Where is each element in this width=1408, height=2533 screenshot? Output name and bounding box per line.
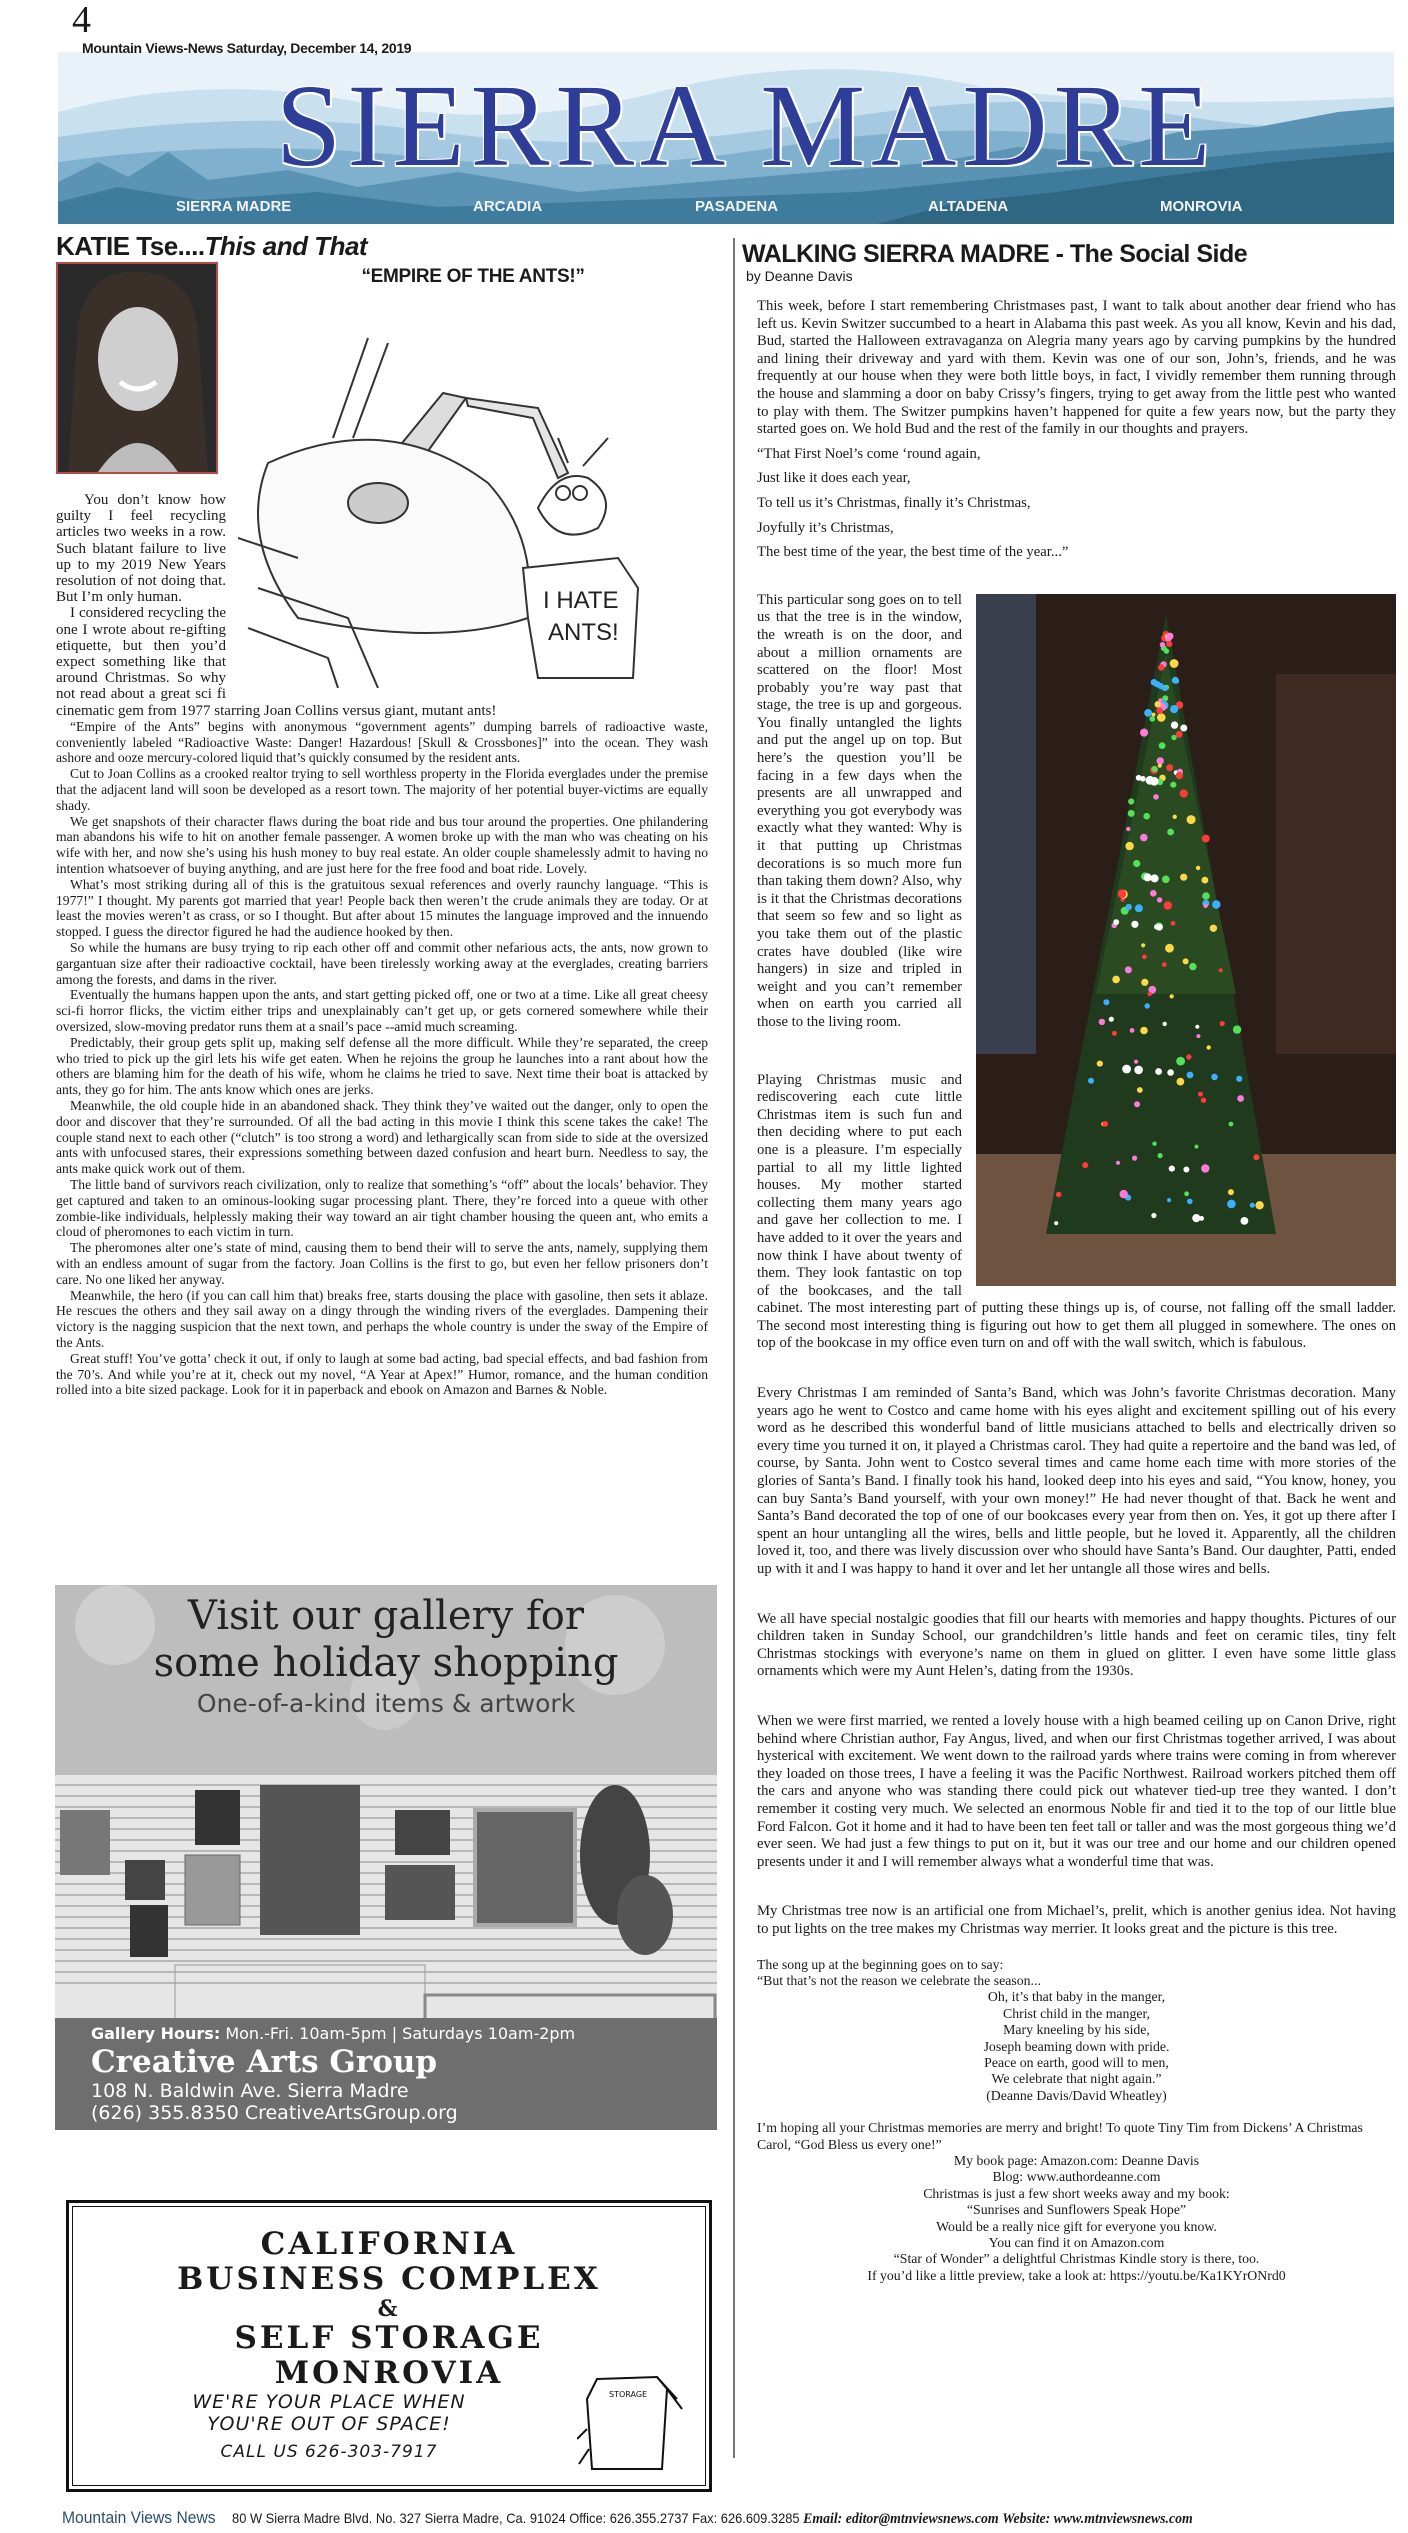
katie-tse-column: [56, 230, 708, 1565]
tree-light: [1167, 1198, 1171, 1202]
article-paragraph: We get snapshots of their character flaws during the boat ride and bus tour around the properties. One philandering man abandons his wife to hit on another female passenger. A women broke up with the man who was cheating on his wife with her, and now she’s using his hush money to buy real estate. An older couple shamelessly admit to having no intention whatsoever of buying anything, and are just here for the free food and boat ride. Lovely.: [56, 813, 708, 877]
city-label: PASADENA: [695, 198, 779, 215]
tree-light: [1125, 966, 1132, 973]
verse-line: Just like it does each year,: [757, 470, 911, 487]
tree-light: [1152, 766, 1158, 772]
song-intro-line: “But that’s not the reason we celebrate the season...: [757, 1972, 1041, 1988]
tree-light: [1118, 889, 1127, 898]
article-paragraph: Every Christmas I am reminded of Santa’s Band, which was John’s favorite Christmas decoration. Many years ago he went to Costco and came home with his eyes alight and excitement spilling out of his every word as he described this wonderful band of little musicians attached to bells and electrically driven so every time you turned it on, it played a Christmas carol. They had quite a repertoire and the band was led, of course, by Santa. John went to Costco several times and came home each time with more stories of the glories of Santa’s Band. I finally took his hand, looked deep into his eyes and said, “You know, honey, you can buy Santa’s Band yourself, with your own money!” He had never thought of that. Back he went and Santa’s Band decorated the top of one of our bookcases every year from then on. Yes, it got up there after I spent an hour untangling all the wires, bells and little people, but he loved it. Apparently, all the children loved it, too, and there was lively discussion over who should have Santa’s Band. Our daughter, Patti, ended up with it and I was happy to hand it over and let her untangle all those wires and bells.: [757, 1385, 1396, 1577]
promo-line: My book page: Amazon.com: Deanne Davis: [953, 2152, 1200, 2168]
tree-light: [1198, 1091, 1203, 1096]
tree-light: [1112, 975, 1120, 983]
tree-light: [1237, 1095, 1244, 1102]
promo-line: “Sunrises and Sunflowers Speak Hope”: [966, 2202, 1187, 2218]
shirt-text-line1: I HATE: [543, 587, 619, 614]
author-photo: [56, 262, 218, 474]
song-intro-line: The song up at the beginning goes on to say:: [757, 1956, 1004, 1972]
tree-light: [1176, 772, 1183, 779]
tree-light: [1137, 1087, 1143, 1093]
tree-light: [1150, 890, 1157, 897]
column-title-subtitle: This and That: [204, 231, 368, 261]
tree-light: [1144, 709, 1152, 717]
tree-light: [1054, 1221, 1058, 1225]
tree-light: [1130, 1028, 1135, 1033]
tree-light: [1186, 1054, 1191, 1059]
article-title: WALKING SIERRA MADRE - The Social Side: [742, 240, 1248, 268]
headline-line: some holiday shopping: [153, 1640, 619, 1686]
tree-light: [1187, 815, 1196, 824]
tree-light: [1166, 632, 1173, 639]
tree-light: [1150, 716, 1156, 722]
promo-line: You can find it on Amazon.com: [988, 2235, 1165, 2250]
tree-light: [1151, 874, 1159, 882]
tree-light: [1148, 992, 1152, 996]
tree-light: [1131, 920, 1138, 927]
tree-light: [1125, 842, 1133, 850]
gallery-subhead: One-of-a-kind items & artwork: [196, 1689, 576, 1718]
tree-light: [1203, 903, 1208, 908]
tree-light: [1156, 924, 1163, 931]
tree-light: [1180, 873, 1187, 880]
article-paragraph: “Empire of the Ants” begins with anonymous “government agents” dumping barrels of radioactive waste, conveniently labeled “Radioactive Waste: Danger! Hazardous! [Skull & Crossbones]” into the ocean. They wash ashore and ooze mercury-colored liquid that’s quickly consumed by the resident ants.: [56, 718, 708, 766]
article-paragraph: My Christmas tree now is an artificial one from Michael’s, prelit, which is another genius idea. Not having to put lights on the tree makes my Christmas way merrier. It looks great and the picture is this tree.: [757, 1903, 1396, 1937]
tree-light: [1152, 712, 1156, 716]
lyric-line: Mary kneeling by his side,: [1003, 2022, 1150, 2038]
storage-line: BUSINESS COMPLEX: [177, 2261, 601, 2297]
tree-light: [1152, 1141, 1156, 1145]
storage-box-icon: [577, 2369, 687, 2479]
tree-light: [1164, 648, 1169, 653]
gallery-contact: (626) 355.8350 CreativeArtsGroup.org: [91, 2102, 458, 2124]
tree-light: [1180, 789, 1188, 797]
tree-light: [1134, 1059, 1138, 1063]
shirt-text-line2: ANTS!: [548, 619, 619, 646]
gallery-headline: [55, 1593, 717, 1687]
tree-light: [1158, 664, 1164, 670]
page-footer: [62, 2508, 1193, 2528]
tree-light: [1255, 1201, 1263, 1209]
tree-light: [1201, 1097, 1206, 1102]
tree-light: [1151, 1213, 1156, 1218]
storage-tagline: YOU'RE OUT OF SPACE!: [207, 2413, 451, 2435]
tree-light: [1135, 904, 1143, 912]
article-paragraph: This particular song goes on to tell us that the tree is in the window, the wreath is on the door, and about a million ornaments are scattered on the floor! Most probably you’re way past that stage, the tree is up and gorgeous. You finally untangled the lights and put the angel up on top. But here’s the question you’ll be facing in a few days when the presents are all unwrapped and everything you got everybody was exactly what they wanted: Why is it that putting up Christmas decorations is so much more fun than taking them down? Also, why is it that the Christmas decorations that seem so few and so light as you take them out of the plastic crates have doubled (like wire hangers) in size and tripled in weight and you can’t remember when on earth you carried all those to the living room.: [757, 591, 962, 1030]
tree-light: [1169, 1165, 1175, 1171]
storage-advertisement: [66, 2200, 712, 2492]
tree-light: [1177, 1077, 1185, 1085]
tree-light: [1202, 892, 1210, 900]
tree-light: [1157, 897, 1162, 902]
article-paragraph: I considered recycling the one I wrote about re-gifting etiquette, but then you’d expect something like that around Christmas. So why not read about a great sci fi cinematic gem from 1977 starring Joan Collins versus giant, mutant ants!: [56, 605, 497, 719]
tree-light: [1196, 865, 1200, 869]
city-label: ARCADIA: [473, 198, 543, 215]
tree-light: [1088, 1077, 1094, 1083]
masthead-title: SIERRA MADRE: [275, 60, 1217, 191]
masthead-banner: [58, 52, 1394, 224]
tree-light: [1183, 958, 1189, 964]
ant-illustration: [238, 262, 708, 694]
article-paragraph: Eventually the humans happen upon the ants, and start getting picked off, one or two at a time. Like all great cheesy sci-fi horror flicks, the victim either trips and unexplainably can’t get up, or gets cornered somewhere while their oversized, slow-moving predator runs them at a snail’s pace --amid much screaming.: [56, 987, 708, 1034]
verse-line: To tell us it’s Christmas, finally it’s Christmas,: [757, 494, 1031, 511]
tree-light: [1201, 1164, 1209, 1172]
column-divider: [733, 238, 735, 2458]
dateline: Mountain Views-News Saturday, December 14, 2019: [82, 40, 412, 56]
tree-light: [1162, 875, 1170, 883]
tree-light: [1211, 1073, 1218, 1080]
tree-light: [1156, 707, 1163, 714]
tree-light: [1082, 1162, 1088, 1168]
verse-line: Joyfully it’s Christmas,: [757, 519, 894, 536]
column-title-name: KATIE Tse....: [56, 231, 205, 261]
gallery-address: 108 N. Baldwin Ave. Sierra Madre: [91, 2080, 409, 2102]
tree-light: [1189, 963, 1196, 970]
tree-light: [1120, 1190, 1128, 1198]
tree-light: [1145, 1003, 1150, 1008]
christmas-tree-image: [976, 594, 1396, 1286]
tree-light: [1099, 1018, 1105, 1024]
article-paragraph: So while the humans are busy trying to rip each other off and commit other nefarious acts, the ants, now grown to gargantuan size after their radioactive cocktail, have been tirelessly working away at the everglades, creating barriers among the forests, and dams in the river.: [56, 940, 708, 987]
closing-paragraph: I’m hoping all your Christmas memories are merry and bright! To quote Tiny Tim from Dickens’ A Christmas Carol, “God Bless us every one!”: [757, 2120, 1363, 2152]
article-paragraph: Great stuff! You’ve gotta’ check it out, if only to laugh at some bad acting, bad special effects, and bad fashion from the 70’s. And while you’re at it, check out my novel, “A Year at Apex!” Humor, romance, and the human condition rolled into a bite sized package. Look for it in paperback and ebook on Amazon and Barnes & Noble.: [56, 1350, 708, 1398]
tree-light: [1212, 900, 1220, 908]
page-number: 4: [72, 0, 91, 41]
christmas-tree-photo: [976, 594, 1396, 1286]
article-headline: “EMPIRE OF THE ANTS!”: [361, 266, 585, 287]
city-label: MONROVIA: [1160, 198, 1243, 215]
footer-website[interactable]: Website: www.mtnviewsnews.com: [1002, 2511, 1193, 2527]
tree-light: [1142, 954, 1147, 959]
tree-light: [1141, 978, 1148, 985]
tree-light: [1132, 1155, 1137, 1160]
storage-line: MONROVIA: [274, 2355, 504, 2391]
tree-light: [1170, 659, 1179, 668]
gallery-advertisement: [55, 1585, 717, 2130]
article-paragraph: What’s most striking during all of this is the gratuitous sexual references and overly raunchy language. “This is 1977!” I thought. My parents got married that year! People back then weren’t the crude animals they are today. Or at least the movies weren’t as crass, or so I thought. But after about 15 minutes the language improved and the innuendo stopped. I guess the director figured he had the audience hooked by then.: [56, 876, 708, 940]
storage-amp: &: [377, 2296, 401, 2322]
tree-light: [1183, 1166, 1189, 1172]
tree-light: [1113, 919, 1119, 925]
article-paragraph: We all have special nostalgic goodies that fill our hearts with memories and happy thoughts. Pictures of our children taken in Sunday School, our grandchildren’s little hands and feet on ceramic tiles, tiny felt Christmas stockings with everyone’s name on them in glued on glitter. I even have some little glass ornaments which were my Aunt Helen’s, dating from the 1930s.: [757, 1610, 1396, 1680]
tree-light: [1056, 1191, 1062, 1197]
tree-light: [1167, 1069, 1174, 1076]
tree-light: [1176, 1056, 1185, 1065]
tree-light: [1241, 1217, 1249, 1225]
lyric-line: Peace on earth, good will to men,: [984, 2054, 1169, 2070]
footer-address: 80 W Sierra Madre Blvd. No. 327 Sierra Madre, Ca. 91024 Office: 626.355.2737 Fax: 626.609.3285: [232, 2510, 800, 2526]
headline-line: Visit our gallery for: [188, 1593, 584, 1639]
tree-light: [1202, 876, 1209, 883]
tree-light: [1143, 813, 1150, 820]
city-list: [58, 198, 1394, 218]
tree-light: [1128, 810, 1135, 817]
tree-light: [1171, 721, 1178, 728]
tree-light: [1134, 1065, 1143, 1074]
tree-light: [1166, 641, 1172, 647]
tree-light: [1166, 764, 1173, 771]
tree-light: [1102, 1121, 1108, 1127]
article-paragraph: You don’t know how guilty I feel recycling articles two weeks in a row. Such blatant failure to live up to my 2019 New Years resolution of not doing that. But I’m only human.: [56, 492, 226, 606]
promo-link[interactable]: If you’d like a little preview, take a look at: https://youtu.be/Ka1KYrONrd0: [867, 2267, 1286, 2283]
article-paragraph: The pheromones alter one’s state of mind, causing them to bend their will to serve the ants, namely, supplying them with an endless amount of sugar from the factory. Joan Collins is the first to go, but even her fellow prisoners don’t care. No one liked her anyway.: [56, 1240, 708, 1287]
lyric-line: Oh, it’s that baby in the manger,: [987, 1989, 1166, 2005]
tree-light: [1133, 860, 1140, 867]
tree-light: [1097, 1060, 1103, 1066]
lyric-line: Christ child in the manger,: [1003, 2005, 1150, 2021]
article-paragraph: Meanwhile, the hero (if you can call him that) breaks free, starts dousing the place with gasoline, then sets it ablaze. He rescues the others and they sail away on a dingy through the winding rivers of the everglades. Dampening their victory is the nagging suspicion that the next town, and perhaps the whole country is under the sway of the Empire of the Ants.: [56, 1287, 708, 1350]
walking-sierra-madre-column: [742, 240, 1396, 2495]
column-title: [56, 230, 708, 262]
article-paragraph: The little band of survivors reach civilization, only to realize that something’s “off” about the locals’ behavior. They get captured and taken to an ominous-looking sugar processing plant. There, they’re forced into a queue with other zombie-like individuals, helplessly making their way toward an air tight chamber housing the queen ant, who emits a cloud of pheromones to each victim in turn.: [56, 1176, 708, 1240]
tree-light: [1236, 1075, 1242, 1081]
gallery-info-bar: [55, 2018, 717, 2130]
tree-light: [1158, 1153, 1163, 1158]
article-paragraph: This week, before I start remembering Christmases past, I want to talk about another dear friend who has left us. Kevin Switzer succumbed to a heart in Alabama this past week. As you all know, Kevin and his dad, Bud, started the Halloween extravaganza on Alegria many years ago by carving pumpkins by the hundred and lining their driveway and yard with them. Kevin was one of our son, John’s, friends, and he was frequently at our house when they were both little boys, in fact, I vividly remember them running through the house and slamming a door on baby Crissy’s fingers, trying to get away from the little pest who wanted to play with them. The Switzer pumpkins haven’t happened for quite a few years now, but the party they started goes on. We hold Bud and the rest of the family in our thoughts and prayers.: [757, 298, 1396, 438]
lyric-line: Joseph beaming down with pride.: [983, 2038, 1170, 2054]
byline: by Deanne Davis: [746, 268, 853, 284]
tree-light: [1126, 827, 1130, 831]
tree-light: [1134, 1101, 1140, 1107]
tree-light: [1159, 742, 1166, 749]
tree-light: [1195, 1144, 1199, 1148]
tree-light: [1202, 834, 1210, 842]
tree-light: [1153, 794, 1159, 800]
tree-light: [1157, 757, 1164, 764]
tree-light: [1233, 1025, 1241, 1033]
tree-light: [1196, 1034, 1200, 1038]
tree-light: [1173, 814, 1177, 818]
lyric-line: (Deanne Davis/David Wheatley): [986, 2087, 1167, 2103]
promo-line: Christmas is just a few short weeks away and my book:: [923, 2185, 1230, 2201]
tree-light: [1162, 695, 1168, 701]
promo-block: [757, 2153, 1396, 2284]
article-paragraph: Predictably, their group gets split up, making self defense all the more difficult. While they’re separated, the creep who tried to pick up the girl lets his wife get eaten. When he rejoins the group he launches into a rant about how the others are blaming him for the death of his wife, whom he claims he tried to save. Next time their boat is attacked by ants, they go for him. The ants know which ones are jerks.: [56, 1034, 708, 1098]
storage-phone: CALL US 626-303-7917: [220, 2442, 438, 2462]
promo-line[interactable]: Blog: www.authordeanne.com: [992, 2169, 1161, 2185]
footer-brand: Mountain Views News: [62, 2508, 216, 2527]
tree-light: [1170, 705, 1178, 713]
tree-light: [1164, 686, 1168, 690]
tree-light: [1155, 1068, 1162, 1075]
tree-light: [1158, 763, 1162, 767]
tree-light: [1128, 798, 1134, 804]
tree-light: [1250, 1202, 1255, 1207]
song-lyrics: [757, 1989, 1396, 2104]
city-label: ALTADENA: [928, 198, 1009, 215]
tree-light: [1103, 999, 1109, 1005]
tree-light: [1155, 701, 1161, 707]
tree-light: [1126, 904, 1132, 910]
article-paragraph: Meanwhile, the old couple hide in an abandoned shack. They think they’ve waited out the danger, only to open the door and discover that they’re surrounded. Of all the bad acting in this movie I think this scene takes the cake! The couple stand next to each other (“clutch” is too strong a word) and lethargically scan from side to side at the oversized ants with unfocused stares, their expressions something between dazed confusion and heart burn. Needless to say, the ants make quick work out of them.: [56, 1097, 708, 1177]
lyric-line: We celebrate that night again.”: [991, 2071, 1162, 2087]
tree-light: [1140, 728, 1148, 736]
tree-light: [1160, 642, 1165, 647]
tree-light: [1157, 713, 1166, 722]
tree-light: [1227, 1199, 1236, 1208]
gallery-hours: Mon.-Fri. 10am-5pm | Saturdays 10am-2pm: [225, 2024, 576, 2043]
city-label: SIERRA MADRE: [176, 198, 292, 215]
tree-light: [1141, 943, 1145, 947]
tree-light: [1167, 828, 1174, 835]
tree-light: [1140, 1026, 1148, 1034]
tree-light: [1171, 735, 1176, 740]
promo-line: Would be a really nice gift for everyone you know.: [936, 2218, 1217, 2234]
hours-label: Gallery Hours:: [91, 2024, 221, 2043]
article-paragraph: Cut to Joan Collins as a crooked realtor trying to sell worthless property in the Florida everglades under the premise that the adjacent land will soon be developed as a resort town. The majority of her potential buyer-victims are equally shady.: [56, 766, 708, 813]
verse-line: “That First Noel’s come ‘round again,: [757, 445, 981, 462]
tree-light: [1207, 1045, 1211, 1049]
verse-line: The best time of the year, the best time of the year...”: [757, 544, 1069, 561]
tree-light: [1163, 1021, 1167, 1025]
tree-light: [1210, 924, 1217, 931]
storage-line: CALIFORNIA: [260, 2226, 518, 2262]
tree-light: [1174, 678, 1179, 683]
tree-light: [1187, 1071, 1194, 1078]
author-portrait: [58, 264, 216, 472]
gallery-name: Creative Arts Group: [91, 2044, 438, 2080]
tree-light: [1219, 968, 1223, 972]
article-paragraph: Playing Christmas music and rediscovering each cute little Christmas item is such fun and then deciding where to put each one is a pleasure. I’m especially partial to all my little lighted houses. My mother started collecting them many years ago and gave her collection to me. I have added to it over the years and now think I have about twenty of them. They look fantastic on top of the bookcases, and the tall cabinet. The most interesting part of putting these things up is, of course, not falling off the small ladder. The second most interesting thing is figuring out how to get them all plugged in somewhere. The ones on top of the bookcase in my office even turn on and off with the wall switch, which is fabulous.: [757, 1071, 1396, 1352]
tree-light: [1229, 1121, 1234, 1126]
storage-tagline: WE'RE YOUR PLACE WHEN: [192, 2391, 466, 2413]
tree-light: [1170, 781, 1176, 787]
tree-light: [1180, 724, 1187, 731]
tree-light: [1112, 1031, 1117, 1036]
tree-light: [1109, 1016, 1114, 1021]
tree-light: [1162, 962, 1167, 967]
tree-light: [1150, 777, 1159, 786]
tree-light: [1140, 776, 1146, 782]
ant-cartoon-drawing: [238, 288, 708, 688]
tree-light: [1164, 901, 1172, 909]
tree-light: [1253, 1154, 1259, 1160]
box-label: STORAGE: [609, 2390, 648, 2399]
tree-light: [1165, 944, 1174, 953]
tree-light: [1184, 1191, 1189, 1196]
promo-line: “Star of Wonder” a delightful Christmas Kindle story is there, too.: [893, 2251, 1260, 2267]
tree-light: [1170, 994, 1174, 998]
tree-light: [1192, 1214, 1200, 1222]
tree-light: [1195, 1025, 1199, 1029]
storage-line: SELF STORAGE: [234, 2320, 544, 2356]
article-paragraph: When we were first married, we rented a lovely house with a high beamed ceiling up on Canon Drive, right behind where Christian author, Fay Angus, lived, and when our first Christmas together arrived, I was about hysterical with excitement. We went down to the railroad yards where trains were coming in from wherever they loaded on those trees, I have a feeling it was the Pacific Northwest. Railroad workers pitched them off the cars and anyone who was standing there could pick out whatever tied-up tree they wanted. I don’t remember it costing very much. We selected an enormous Noble fir and tied it to the top of our little blue Ford Falcon. Got it home and it had to have been ten feet tall or taller and was the most gorgeous thing we’d ever seen. We had just a few things to put on it, but it was our tree and our home and our children opened presents under it and I will remember always what a wonderful time that was.: [757, 1712, 1396, 1870]
footer-email[interactable]: Email: editor@mtnviewsnews.com: [803, 2511, 999, 2527]
tree-light: [1228, 1189, 1234, 1195]
tree-light: [1144, 873, 1152, 881]
tree-light: [1140, 834, 1148, 842]
tree-light: [1199, 1216, 1204, 1221]
tree-light: [1220, 1021, 1225, 1026]
tree-light: [1171, 921, 1176, 926]
tree-light: [1176, 731, 1183, 738]
tree-light: [1187, 1198, 1193, 1204]
tree-light: [1116, 1160, 1120, 1164]
song-verse: [757, 446, 1396, 562]
tree-light: [1122, 1064, 1131, 1073]
